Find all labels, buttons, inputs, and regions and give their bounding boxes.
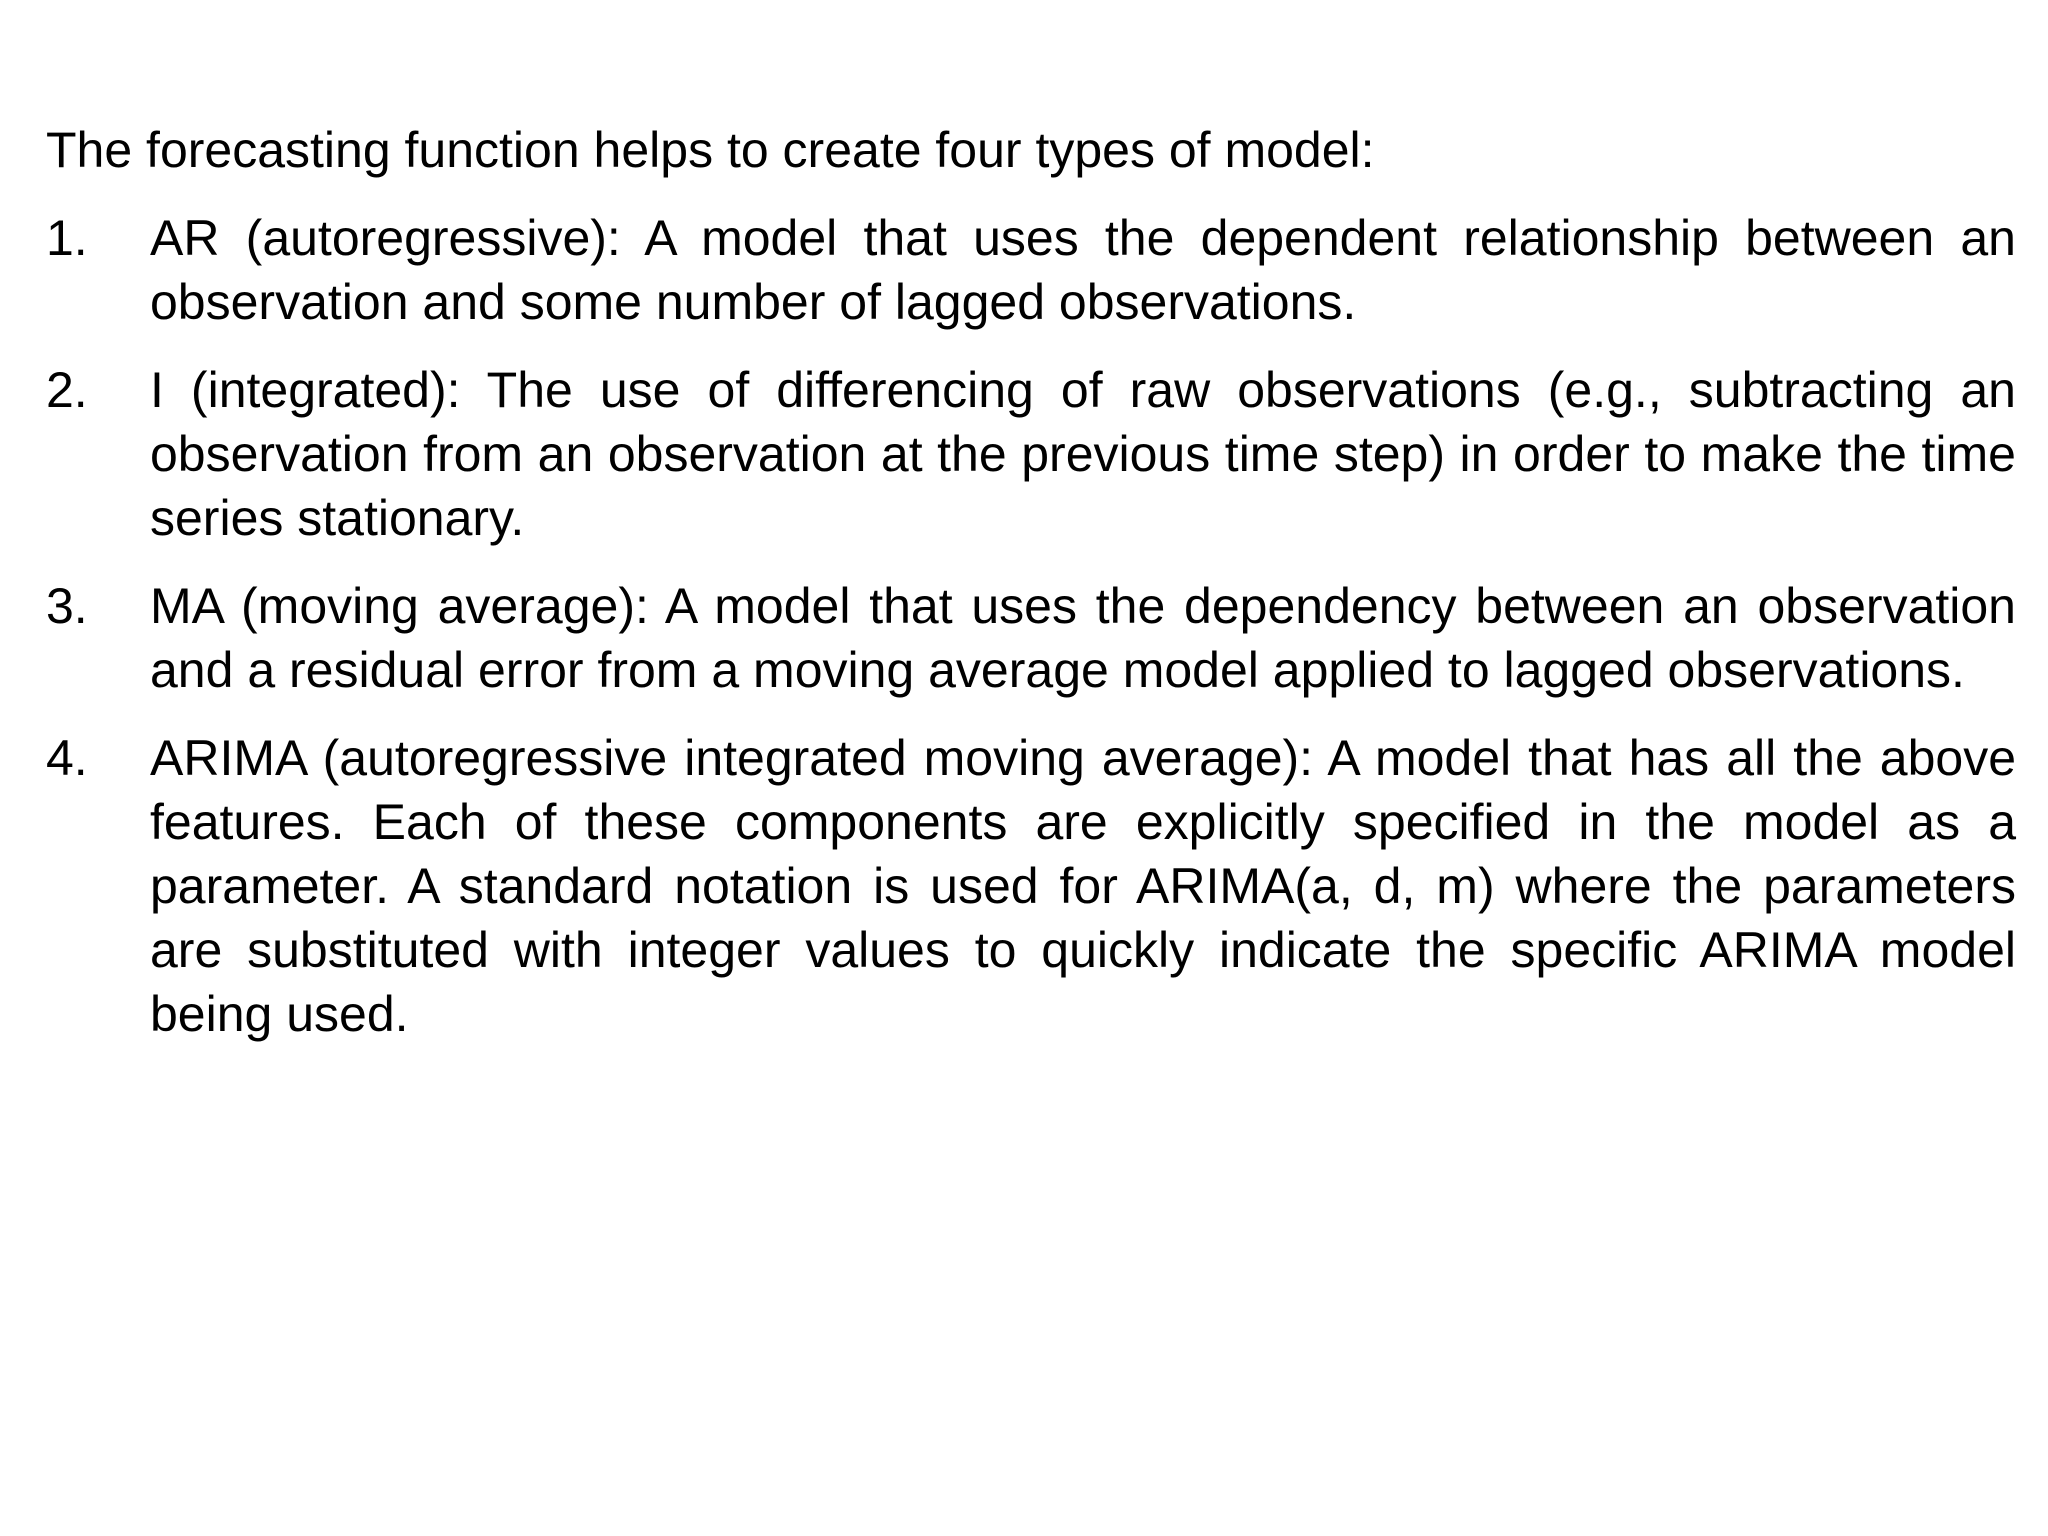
list-item — [46, 206, 2016, 334]
list-item-text: ARIMA (autoregressive integrated moving average): A model that has all the above features. Each of these components are explicitly specified in the model as a parameter. A standard notation is used for ARIMA(a, d, m) where the parameters are substituted with integer values to quickly indicate the specific ARIMA model being used. — [150, 730, 2016, 1042]
list-item-number: 3. — [46, 578, 88, 634]
list-item — [46, 574, 2016, 702]
model-types-list — [46, 206, 2016, 1046]
list-item — [46, 726, 2016, 1046]
list-item-number: 2. — [46, 362, 88, 418]
list-item-text: AR (autoregressive): A model that uses the dependent relationship between an observation and some number of lagged observations. — [150, 210, 2016, 330]
list-item — [46, 358, 2016, 550]
list-item-number: 1. — [46, 210, 88, 266]
list-item-number: 4. — [46, 730, 88, 786]
intro-text: The forecasting function helps to create four types of model: — [46, 122, 1375, 178]
list-item-text: MA (moving average): A model that uses the dependency between an observation and a residual error from a moving average model applied to lagged observations. — [150, 578, 2016, 698]
slide-content — [46, 118, 2016, 1070]
list-item-text: I (integrated): The use of differencing of raw observations (e.g., subtracting an observation from an observation at the previous time step) in order to make the time series stationary. — [150, 362, 2016, 546]
